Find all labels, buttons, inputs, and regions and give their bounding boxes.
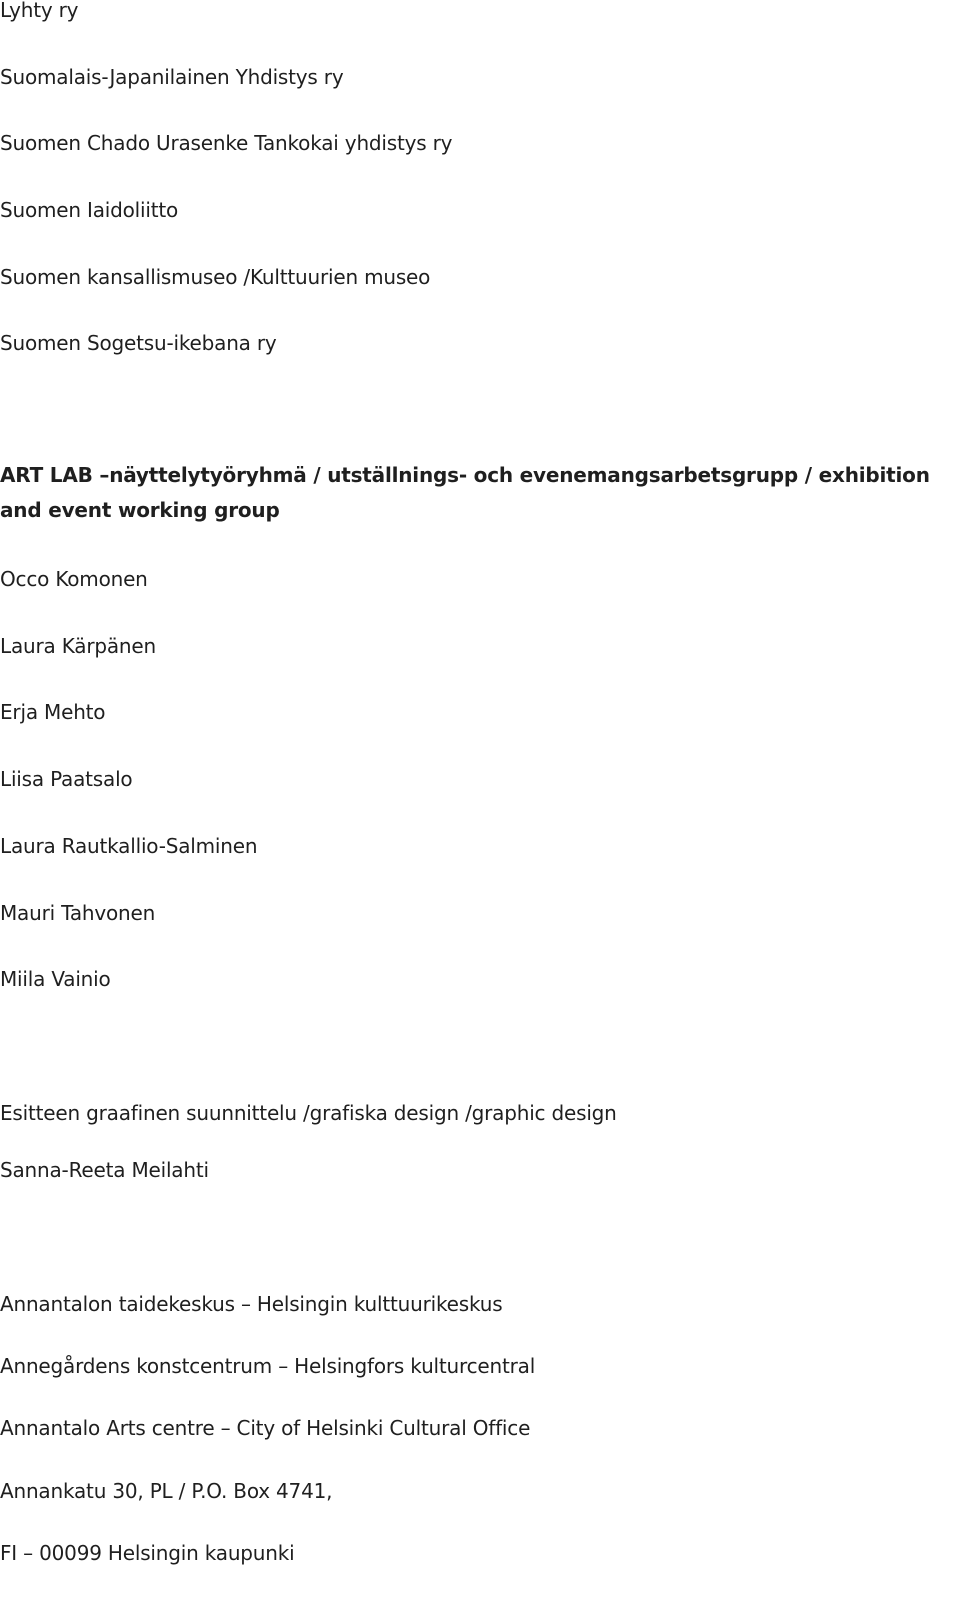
art-lab-heading: ART LAB –näyttelytyöryhmä / utställnings- och evenemangsarbetsgrupp / exhibition and event working group [0,463,930,522]
organization-item: Suomalais-Japanilainen Yhdistys ry [0,65,344,89]
organization-item: Suomen Iaidoliitto [0,198,179,222]
organization-item: Suomen Sogetsu-ikebana ry [0,331,277,355]
member-name: Mauri Tahvonen [0,901,156,925]
member-name: Occo Komonen [0,567,148,591]
organization-item: Suomen Chado Urasenke Tankokai yhdistys ry [0,131,453,155]
venue-address: Annankatu 30, PL / P.O. Box 4741, [0,1479,333,1503]
designer-name: Sanna-Reeta Meilahti [0,1158,209,1182]
graphic-design-heading: Esitteen graafinen suunnittelu /grafiska design /graphic design [0,1101,617,1125]
member-name: Laura Rautkallio-Salminen [0,834,258,858]
venue-name-fi: Annantalon taidekeskus – Helsingin kulttuurikeskus [0,1292,503,1316]
organization-item: Suomen kansallismuseo /Kulttuurien museo [0,265,431,289]
member-name: Laura Kärpänen [0,634,156,658]
member-name: Erja Mehto [0,700,106,724]
member-name: Miila Vainio [0,967,111,991]
organization-item: Lyhty ry [0,0,79,22]
member-name: Liisa Paatsalo [0,767,133,791]
venue-postal: FI – 00099 Helsingin kaupunki [0,1541,295,1565]
venue-name-sv: Annegårdens konstcentrum – Helsingfors kulturcentral [0,1354,536,1378]
venue-name-en: Annantalo Arts centre – City of Helsinki Cultural Office [0,1416,531,1440]
